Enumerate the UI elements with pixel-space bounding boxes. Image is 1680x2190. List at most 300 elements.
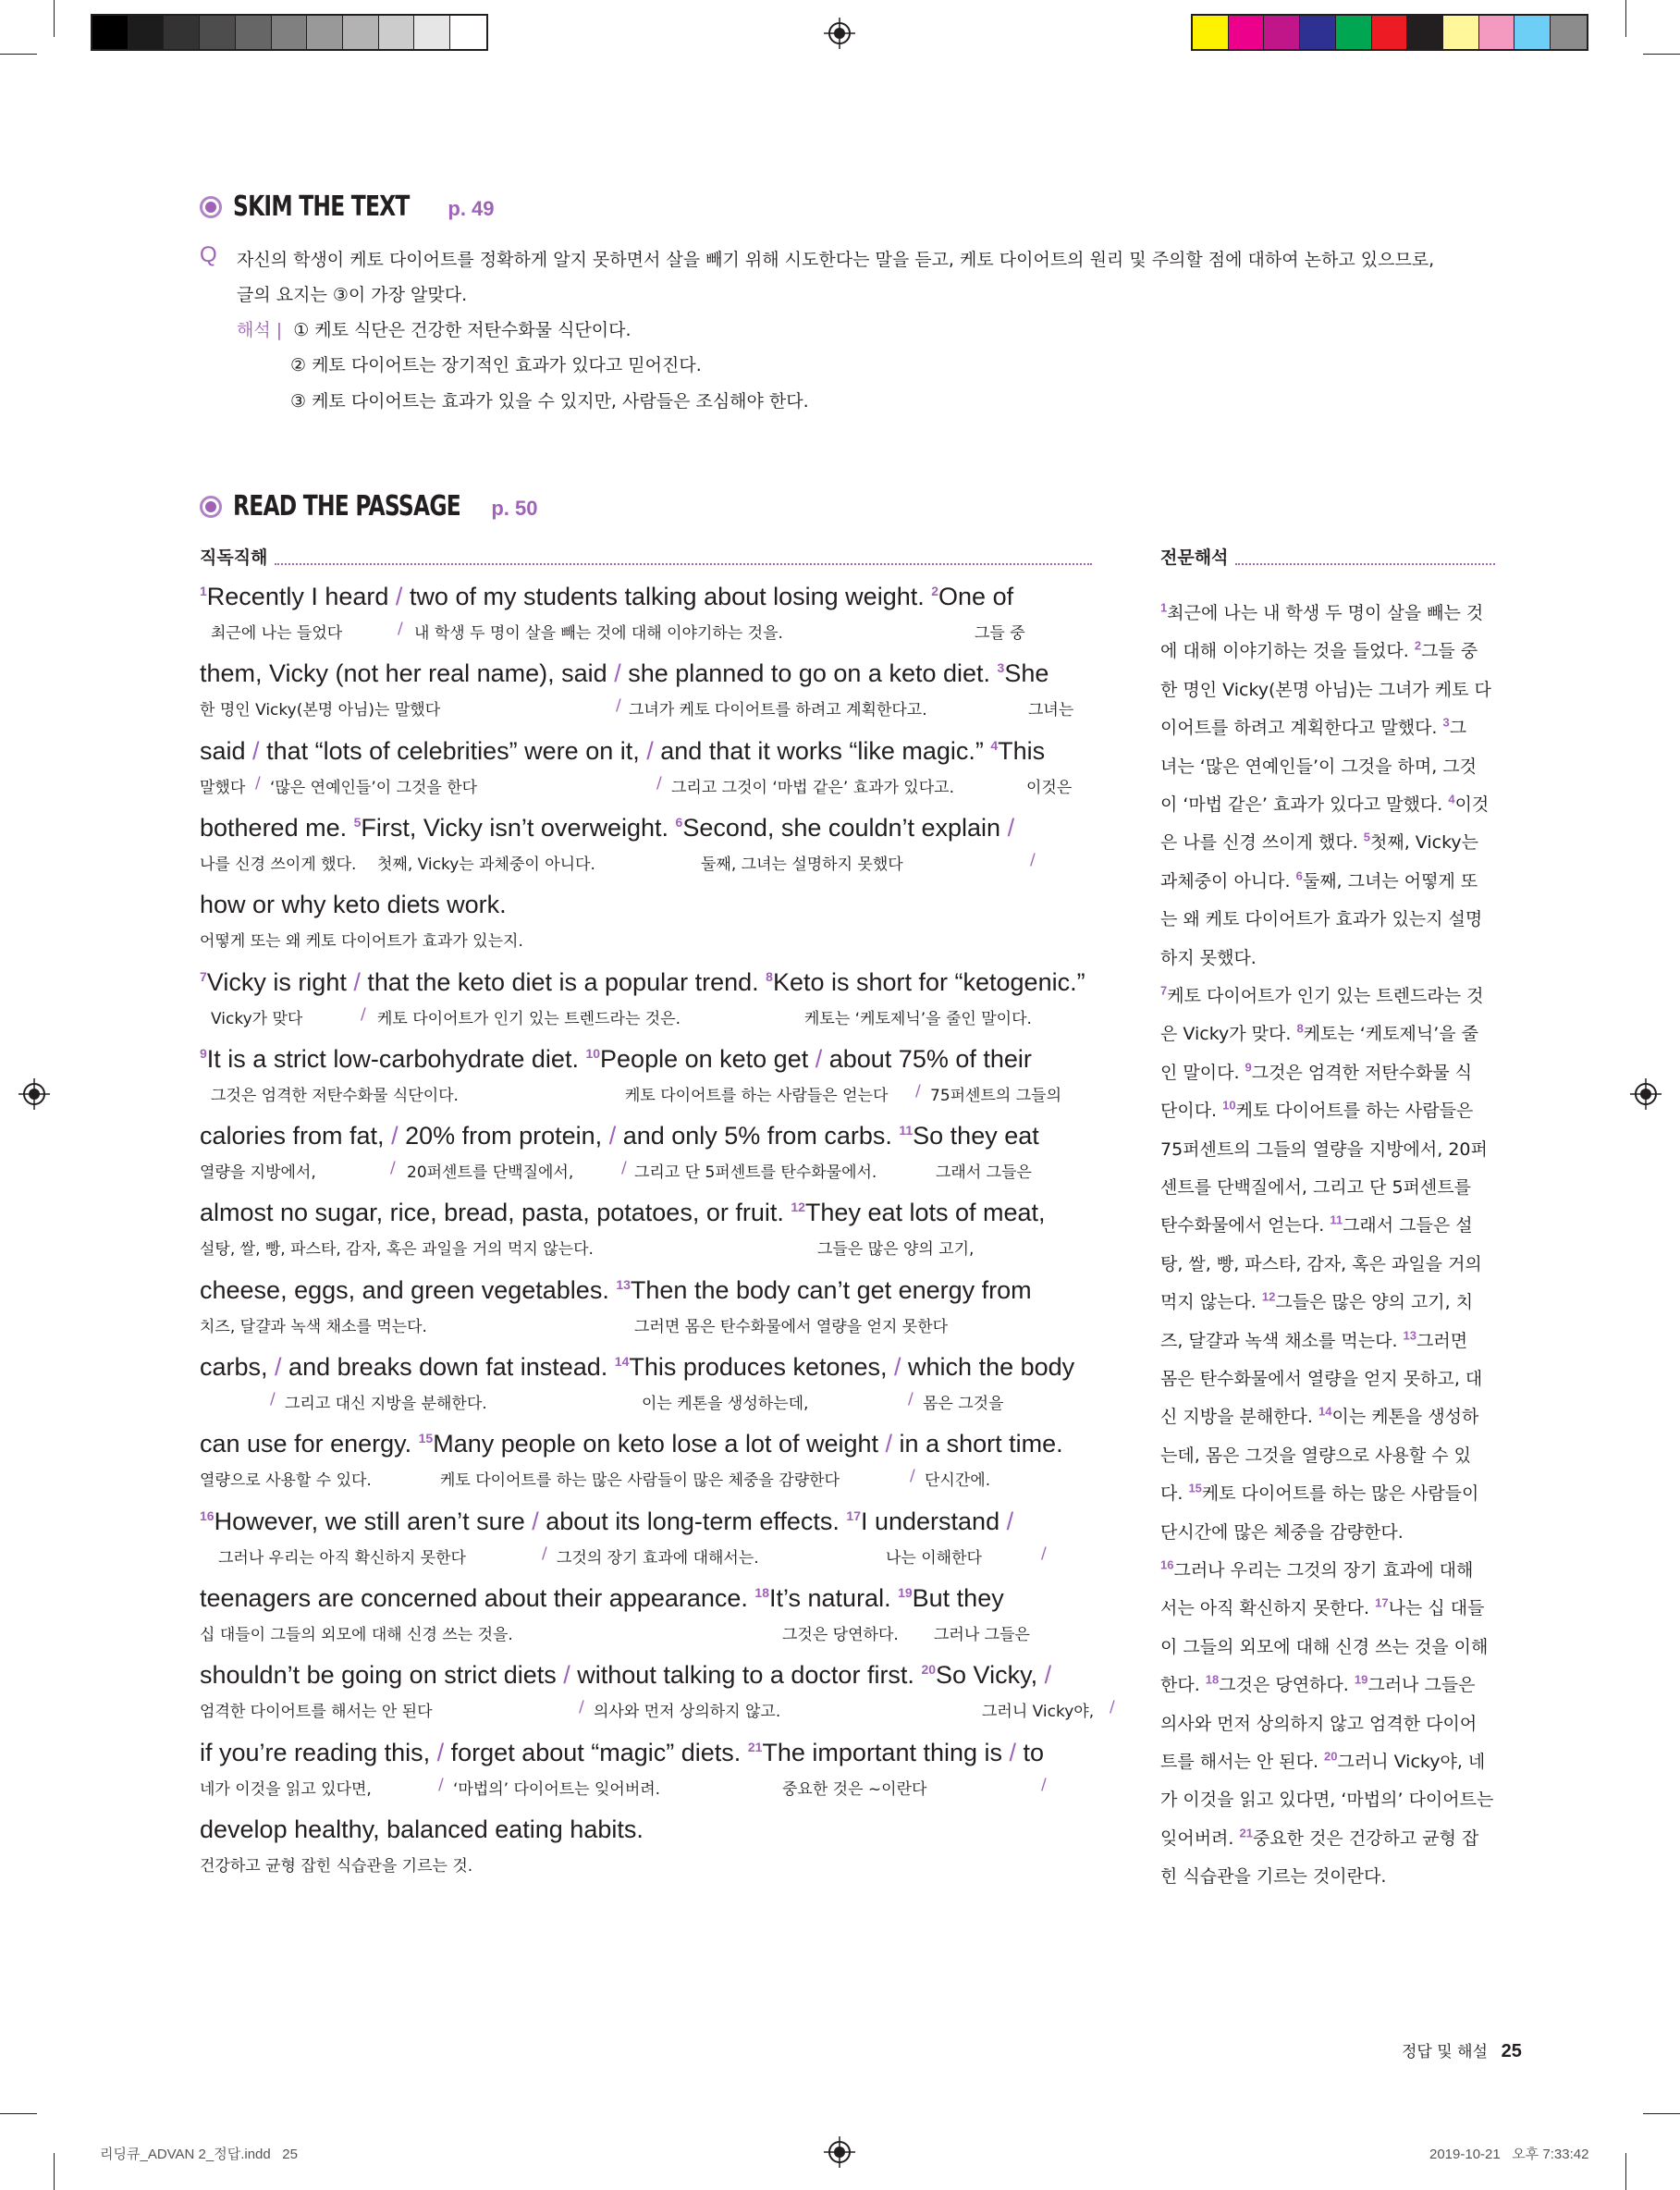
chunk-slash: /	[395, 583, 403, 610]
text-chunk: 과체중이 아니다.	[1160, 870, 1296, 892]
option-item: ① 케토 식단은 건강한 저탄수화물 식단이다.	[293, 320, 632, 340]
text-chunk: 케토는 ‘케토제닉’을 줄	[1303, 1024, 1479, 1045]
text-chunk: 가 이것을 읽고 있다면, ‘마법의’ 다이어트는	[1160, 1790, 1494, 1811]
english-line	[200, 659, 1048, 688]
korean-chunk: 케토 다이어트를 하는 사람들은 얻는다	[625, 1086, 889, 1105]
korean-chunk: /	[255, 773, 261, 793]
translation-line	[1160, 1288, 1473, 1313]
text-chunk: First, Vicky isn’t overweight.	[361, 813, 676, 842]
korean-chunk: 그리고 대신 지방을 분해한다.	[285, 1395, 487, 1413]
english-line	[200, 891, 507, 919]
option-list	[237, 316, 632, 341]
english-line	[200, 814, 1014, 843]
sentence-number: 9	[1245, 1060, 1252, 1075]
text-chunk: if you’re reading this,	[200, 1738, 437, 1766]
text-chunk: shouldn’t be going on strict diets	[200, 1661, 564, 1690]
sentence-number: 9	[200, 1045, 207, 1061]
korean-chunk: 그녀는	[1028, 701, 1074, 720]
color-swatch	[1336, 16, 1372, 49]
sentence-number: 3	[1442, 715, 1450, 730]
english-line	[200, 1199, 1046, 1227]
korean-chunk: /	[390, 1159, 396, 1178]
korean-chunk: 십 대들이 그들의 외모에 대해 신경 쓰는 것을.	[200, 1625, 513, 1644]
text-chunk: However, we still aren’t sure	[214, 1507, 533, 1535]
translation-line	[1160, 1786, 1493, 1811]
text-chunk: 그것은 당연하다.	[1219, 1675, 1355, 1696]
text-chunk: 은 나를 신경 쓰이게 했다.	[1160, 832, 1364, 854]
text-chunk: and that it works “like magic.”	[653, 736, 991, 765]
text-chunk: 그러나 우리는 그것의 장기 효과에 대해	[1173, 1560, 1474, 1581]
korean-chunk: 네가 이것을 읽고 있다면,	[200, 1779, 372, 1799]
sentence-number: 12	[791, 1200, 805, 1215]
column-heading-text: 직독직해	[200, 548, 268, 568]
korean-chunk: /	[361, 1004, 366, 1024]
english-line	[200, 968, 1085, 997]
text-chunk: 첫째, Vicky는	[1370, 832, 1479, 854]
text-chunk: 은 Vicky가 맞다.	[1160, 1024, 1297, 1045]
text-chunk: said	[200, 736, 253, 765]
text-chunk: Second, she couldn’t explain	[682, 813, 1008, 842]
korean-chunk: /	[1041, 1775, 1047, 1794]
korean-chunk: 나를 신경 쓰이게 했다.	[200, 855, 357, 874]
answer-explanation: 자신의 학생이 케토 다이어트를 정확하게 알지 못하면서 살을 빼기 위해 시도한다는 말을 듣고, 케토 다이어트의 원리 및 주의할 점에 대하여 논하고 있으므로,	[237, 250, 1435, 270]
text-chunk: 75퍼센트의 그들의 열량을 지방에서, 20퍼	[1160, 1138, 1488, 1160]
korean-chunk: /	[616, 696, 621, 716]
text-chunk: 즈, 달걀과 녹색 채소를 먹는다.	[1160, 1330, 1404, 1351]
registration-mark-icon	[1630, 1078, 1662, 1110]
korean-chunk: 단시간에.	[925, 1471, 991, 1491]
crop-mark	[0, 2113, 37, 2114]
sentence-number: 5	[353, 814, 362, 830]
text-chunk: 서는 아직 확신하지 못한다.	[1160, 1598, 1376, 1619]
translation-line	[1160, 1825, 1478, 1850]
text-chunk: which the body	[901, 1353, 1075, 1381]
korean-chunk: 그리고 그것이 ‘마법 같은’ 효과가 있다고.	[671, 778, 954, 797]
korean-chunk: 그들은 많은 양의 고기,	[817, 1240, 975, 1260]
sentence-number: 3	[997, 660, 1005, 676]
korean-chunk: 설탕, 쌀, 빵, 파스타, 감자, 혹은 과일을 거의 먹지 않는다.	[200, 1240, 594, 1260]
text-chunk: 그	[1449, 718, 1467, 739]
text-chunk: One of	[938, 583, 1014, 610]
text-chunk: 한 명인 Vicky(본명 아님)는 그녀가 케토 다	[1160, 679, 1491, 700]
text-chunk: Keto is short for “ketogenic.”	[772, 967, 1085, 996]
color-swatch	[1551, 16, 1587, 49]
chunk-slash: /	[436, 1738, 445, 1766]
translation-line	[1160, 714, 1466, 739]
sentence-number: 10	[585, 1045, 601, 1061]
text-chunk: 는 왜 케토 다이어트가 효과가 있는지 설명	[1160, 909, 1483, 930]
chunk-slash: /	[252, 736, 260, 765]
chunk-slash: /	[885, 1430, 893, 1458]
english-line	[200, 583, 1013, 611]
color-swatch	[200, 16, 236, 49]
text-chunk: 그들 중	[1421, 641, 1478, 662]
translation-line	[1160, 867, 1478, 892]
color-swatch	[1372, 16, 1408, 49]
text-chunk: 트를 해서는 안 된다.	[1160, 1752, 1325, 1772]
translation-line	[1160, 1059, 1472, 1084]
text-chunk: She	[1004, 659, 1049, 688]
translation-line	[1160, 637, 1478, 662]
korean-chunk: 케토 다이어트를 하는 많은 사람들이 많은 체중을 감량한다	[440, 1471, 840, 1491]
korean-chunk: 치즈, 달걀과 녹색 채소를 먹는다.	[200, 1317, 427, 1336]
text-chunk: two of my students talking about losing weight.	[402, 583, 932, 610]
crop-mark	[1643, 54, 1680, 55]
text-chunk: They eat lots of meat,	[804, 1199, 1046, 1227]
text-chunk: I understand	[860, 1507, 1007, 1535]
text-chunk: how or why keto diets work.	[200, 891, 507, 919]
sentence-number: 8	[766, 968, 773, 984]
text-chunk: 탕, 쌀, 빵, 파스타, 감자, 혹은 과일을 거의	[1160, 1253, 1482, 1274]
column-heading-literal	[200, 544, 1092, 569]
color-swatch	[1300, 16, 1336, 49]
text-chunk: 케토 다이어트를 하는 많은 사람들이	[1201, 1483, 1479, 1505]
sentence-number: 12	[1261, 1289, 1276, 1304]
translation-line	[1160, 791, 1489, 816]
sentence-number: 21	[1239, 1826, 1253, 1840]
sentence-number: 6	[675, 814, 683, 830]
sentence-number: 11	[1330, 1213, 1343, 1228]
text-chunk: 케토 다이어트가 인기 있는 트렌드라는 것	[1167, 986, 1484, 1006]
korean-chunk: 말했다	[200, 778, 246, 797]
translation-line	[1160, 1327, 1467, 1352]
text-chunk: bothered me.	[200, 813, 354, 842]
page-label: 정답 및 해설	[1402, 2043, 1488, 2061]
korean-chunk: 그러나 그들은	[934, 1625, 1030, 1644]
sentence-number: 17	[846, 1507, 861, 1523]
color-swatch	[1229, 16, 1265, 49]
text-chunk: It’s natural.	[769, 1583, 899, 1612]
korean-chunk: /	[915, 1081, 921, 1101]
english-line	[200, 1276, 1032, 1305]
korean-chunk: Vicky가 맞다	[211, 1009, 303, 1028]
translation-line	[1160, 1633, 1488, 1658]
sentence-number: 15	[1188, 1481, 1202, 1495]
text-chunk: develop healthy, balanced eating habits.	[200, 1815, 644, 1843]
text-chunk: Then the body can’t get energy from	[630, 1275, 1032, 1304]
sentence-number: 11	[899, 1123, 914, 1138]
sentence-number: 5	[1363, 830, 1371, 845]
translation-line	[1160, 1442, 1471, 1467]
color-swatch	[379, 16, 415, 49]
crop-mark	[0, 54, 37, 55]
text-chunk: 최근에 나는 내 학생 두 명이 살을 빼는 것	[1167, 603, 1484, 623]
text-chunk: 둘째, 그녀는 어떻게 또	[1302, 870, 1478, 892]
chunk-slash: /	[353, 967, 361, 996]
text-chunk: 신 지방을 분해한다.	[1160, 1407, 1318, 1428]
text-chunk: 중요한 것은 건강하고 균형 잡	[1252, 1827, 1479, 1849]
sentence-number: 17	[1375, 1596, 1389, 1611]
text-chunk: 나는 십 대들	[1388, 1598, 1485, 1619]
translation-line	[1160, 1594, 1484, 1619]
sentence-number: 16	[1160, 1557, 1174, 1572]
translation-line	[1160, 1710, 1477, 1735]
text-chunk: calories from fat,	[200, 1122, 392, 1150]
color-swatch	[1443, 16, 1479, 49]
english-line	[200, 737, 1045, 766]
korean-chunk: /	[656, 773, 662, 793]
chunk-slash: /	[1007, 813, 1015, 842]
korean-chunk: 그러니 Vicky야,	[982, 1703, 1095, 1722]
english-line	[200, 1430, 1063, 1458]
print-timestamp: 2019-10-21 오후 7:33:42	[1429, 2147, 1589, 2162]
korean-chunk: 그러나 우리는 아직 확신하지 못한다	[218, 1548, 466, 1568]
korean-chunk: 건강하고 균형 잡힌 식습관을 기르는 것.	[200, 1856, 473, 1876]
text-chunk: It is a strict low-carbohydrate diet.	[206, 1044, 586, 1073]
color-swatch	[307, 16, 343, 49]
text-chunk: can use for energy.	[200, 1430, 419, 1458]
korean-chunk: 엄격한 다이어트를 해서는 안 된다	[200, 1703, 433, 1722]
translation-line	[1160, 1519, 1404, 1544]
english-line	[200, 1507, 1013, 1536]
bullet-icon	[200, 496, 222, 518]
text-chunk: 센트를 단백질에서, 그리고 단 5퍼센트를	[1160, 1177, 1471, 1198]
sentence-number: 1	[200, 584, 207, 598]
text-chunk: and breaks down fat instead.	[281, 1353, 615, 1381]
translation-line	[1160, 753, 1477, 778]
text-chunk: 이 ‘마법 같은’ 효과가 있다고 말했다.	[1160, 794, 1449, 815]
korean-chunk: 어떻게 또는 왜 케토 다이어트가 효과가 있는지.	[200, 932, 523, 952]
read-section-header	[200, 490, 537, 523]
skim-section-header	[200, 191, 495, 223]
color-swatch	[92, 16, 129, 49]
translation-line	[1160, 944, 1257, 969]
text-chunk: that “lots of celebrities” were on it,	[259, 736, 647, 765]
text-chunk: This	[998, 736, 1046, 765]
text-chunk: 그러니 Vicky야, 네	[1337, 1752, 1486, 1772]
chunk-slash: /	[608, 1122, 617, 1150]
korean-chunk: /	[398, 620, 403, 638]
color-swatch	[1514, 16, 1551, 49]
option-item: ② 케토 다이어트는 장기적인 효과가 있다고 믿어진다.	[290, 355, 702, 375]
text-chunk: teenagers are concerned about their appearance.	[200, 1583, 755, 1612]
color-swatch	[343, 16, 379, 49]
translation-line	[1160, 1365, 1482, 1390]
sentence-number: 8	[1296, 1022, 1304, 1037]
text-chunk: 그러나 그들은	[1367, 1675, 1476, 1696]
text-chunk: This produces ketones,	[629, 1353, 895, 1381]
section-page-ref: p. 49	[448, 197, 495, 220]
color-swatch	[1193, 16, 1229, 49]
translation-line	[1160, 1863, 1386, 1888]
column-heading-text: 전문해석	[1160, 548, 1229, 568]
text-chunk: So they eat	[913, 1122, 1039, 1150]
korean-chunk: ‘많은 연예인들’이 그것을 한다	[270, 778, 478, 797]
text-chunk: carbs,	[200, 1353, 276, 1381]
text-chunk: 인 말이다.	[1160, 1062, 1245, 1083]
text-chunk: 이어트를 하려고 계획한다고 말했다.	[1160, 718, 1443, 739]
korean-chunk: 20퍼센트를 단백질에서,	[407, 1163, 574, 1183]
korean-chunk: 나는 이해한다	[886, 1548, 982, 1568]
text-chunk: 그래서 그들은 설	[1343, 1215, 1473, 1236]
text-chunk: that the keto diet is a popular trend.	[360, 967, 766, 996]
korean-chunk: 첫째, Vicky는 과체중이 아니다.	[377, 855, 595, 874]
translation-line	[1160, 1480, 1478, 1505]
korean-chunk: /	[579, 1698, 584, 1717]
crop-mark	[1625, 2153, 1626, 2190]
option-item: ③ 케토 다이어트는 효과가 있을 수 있지만, 사람들은 조심해야 한다.	[290, 391, 809, 412]
sentence-number: 4	[990, 737, 999, 753]
sentence-number: 2	[931, 584, 939, 598]
chunk-slash: /	[1009, 1738, 1017, 1766]
cmyk-color-bar	[1191, 14, 1588, 51]
text-chunk: without talking to a doctor first.	[570, 1661, 922, 1690]
korean-chunk: /	[1030, 850, 1036, 869]
korean-chunk: 케토 다이어트가 인기 있는 트렌드라는 것은.	[377, 1009, 681, 1028]
sentence-number: 20	[921, 1662, 937, 1678]
korean-chunk: /	[908, 1390, 914, 1409]
translation-line	[1160, 1556, 1473, 1581]
text-chunk: But they	[912, 1583, 1004, 1612]
korean-chunk: 그래서 그들은	[936, 1163, 1032, 1183]
text-chunk: 힌 식습관을 기르는 것이란다.	[1160, 1866, 1387, 1888]
color-swatch	[414, 16, 450, 49]
text-chunk: cheese, eggs, and green vegetables.	[200, 1275, 617, 1304]
registration-mark-icon	[824, 18, 855, 49]
page-footer	[1402, 2038, 1522, 2062]
english-line	[200, 1122, 1039, 1150]
translation-line	[1160, 1250, 1482, 1275]
crop-mark	[1625, 0, 1626, 37]
korean-chunk: 그들 중	[975, 624, 1025, 643]
dotted-rule	[275, 563, 1092, 565]
crop-mark	[54, 0, 55, 37]
column-heading-full	[1160, 544, 1495, 569]
english-line	[200, 1584, 1004, 1613]
korean-chunk: 의사와 먼저 상의하지 않고.	[594, 1703, 781, 1722]
registration-mark-icon	[824, 2136, 855, 2168]
sentence-number: 10	[1222, 1098, 1236, 1113]
text-chunk: 그것은 엄격한 저탄수화물 식	[1251, 1062, 1473, 1083]
korean-chunk: /	[910, 1467, 915, 1486]
text-chunk: 단시간에 많은 체중을 감량한다.	[1160, 1521, 1404, 1543]
korean-chunk: /	[1041, 1544, 1047, 1563]
text-chunk: Vicky is right	[206, 967, 354, 996]
text-chunk: 한다.	[1160, 1675, 1206, 1696]
color-swatch	[1407, 16, 1443, 49]
sentence-number: 19	[898, 1584, 913, 1600]
color-swatch	[272, 16, 308, 49]
korean-chunk: 중요한 것은 ~이란다	[782, 1779, 927, 1799]
text-chunk: 탄수화물에서 얻는다.	[1160, 1215, 1331, 1236]
answer-explanation: 글의 요지는 ③이 가장 알맞다.	[237, 285, 468, 305]
chunk-slash: /	[646, 736, 654, 765]
text-chunk: 먹지 않는다.	[1160, 1292, 1262, 1313]
korean-chunk: /	[270, 1390, 276, 1409]
text-chunk: almost no sugar, rice, bread, pasta, potatoes, or fruit.	[200, 1199, 791, 1227]
chunk-slash: /	[563, 1661, 570, 1690]
korean-chunk: 그녀가 케토 다이어트를 하려고 계획한다고.	[629, 701, 927, 720]
korean-chunk: 그것은 엄격한 저탄수화물 식단이다.	[211, 1086, 459, 1105]
sentence-number: 6	[1295, 868, 1303, 883]
translation-line	[1160, 1748, 1485, 1773]
chunk-slash: /	[532, 1507, 539, 1535]
chunk-slash: /	[1044, 1661, 1052, 1690]
chunk-slash: /	[815, 1044, 823, 1073]
korean-chunk: 내 학생 두 명이 살을 빼는 것에 대해 이야기하는 것을.	[414, 624, 783, 643]
color-swatch	[129, 16, 165, 49]
text-chunk: People on keto get	[600, 1044, 815, 1073]
text-chunk: Many people on keto lose a lot of weight	[433, 1430, 886, 1458]
translation-line	[1160, 1174, 1471, 1199]
file-name-slug: 리딩큐_ADVAN 2_정답.indd 25	[100, 2147, 298, 2162]
text-chunk: about 75% of their	[822, 1044, 1032, 1073]
text-chunk: 몸은 탄수화물에서 열량을 얻지 못하고, 대	[1160, 1369, 1483, 1389]
text-chunk: 20% from protein,	[398, 1122, 609, 1150]
korean-chunk: 한 명인 Vicky(본명 아님)는 말했다	[200, 701, 441, 720]
crop-mark	[54, 2153, 55, 2190]
sentence-number: 14	[1318, 1405, 1332, 1420]
text-chunk: she planned to go on a keto diet.	[620, 659, 998, 688]
text-chunk: in a short time.	[892, 1430, 1063, 1458]
sentence-number: 15	[418, 1431, 434, 1446]
translation-line	[1160, 1020, 1478, 1045]
registration-mark-icon	[18, 1078, 50, 1110]
section-title: SKIM THE TEXT	[233, 191, 410, 223]
korean-chunk: /	[1110, 1698, 1115, 1717]
chunk-slash: /	[275, 1353, 282, 1381]
question-label: Q	[200, 242, 217, 267]
english-line	[200, 1739, 1044, 1767]
chunk-slash: /	[1006, 1507, 1014, 1535]
korean-chunk: /	[542, 1544, 547, 1563]
korean-chunk: 최근에 나는 들었다	[211, 624, 343, 643]
text-chunk: about its long-term effects.	[538, 1507, 847, 1535]
text-chunk: 단이다.	[1160, 1101, 1223, 1122]
grayscale-color-bar	[91, 14, 488, 51]
translation-line	[1160, 829, 1478, 854]
korean-chunk: 그것의 장기 효과에 대해서는.	[557, 1548, 759, 1568]
translation-line	[1160, 1136, 1488, 1161]
korean-chunk: /	[621, 1159, 627, 1178]
english-line	[200, 1353, 1074, 1382]
korean-chunk: 그것은 당연하다.	[782, 1625, 899, 1644]
korean-chunk: 열량을 지방에서,	[200, 1163, 316, 1183]
sentence-number: 20	[1324, 1749, 1338, 1764]
text-chunk: 그들은 많은 양의 고기, 치	[1275, 1292, 1474, 1313]
color-swatch	[164, 16, 200, 49]
text-chunk: 는데, 몸은 그것을 열량으로 사용할 수 있	[1160, 1445, 1471, 1466]
text-chunk: 이것	[1454, 794, 1490, 815]
dotted-rule	[1235, 563, 1495, 565]
text-chunk: So Vicky,	[936, 1661, 1045, 1690]
sentence-number: 4	[1448, 792, 1455, 806]
korean-chunk: /	[438, 1775, 444, 1794]
translation-line	[1160, 676, 1491, 701]
text-chunk: 의사와 먼저 상의하지 않고 엄격한 다이어	[1160, 1713, 1478, 1734]
chunk-slash: /	[391, 1122, 399, 1150]
color-swatch	[236, 16, 272, 49]
text-chunk: to	[1016, 1738, 1045, 1766]
text-chunk: 케토 다이어트를 하는 사람들은	[1235, 1101, 1474, 1122]
text-chunk: 에 대해 이야기하는 것을 들었다.	[1160, 641, 1415, 662]
translation-line	[1160, 1671, 1476, 1696]
translation-line	[1160, 1097, 1473, 1122]
chunk-slash: /	[614, 659, 621, 688]
text-chunk: 다.	[1160, 1483, 1189, 1505]
korean-chunk: 75퍼센트의 그들의	[930, 1086, 1061, 1105]
korean-chunk: 이것은	[1026, 778, 1073, 797]
sentence-number: 7	[1160, 983, 1168, 998]
korean-chunk: ‘마법의’ 다이어트는 잊어버려.	[453, 1779, 661, 1799]
sentence-number: 2	[1414, 639, 1422, 654]
text-chunk: 이 그들의 외모에 대해 신경 쓰는 것을 이해	[1160, 1636, 1489, 1657]
text-chunk: and only 5% from carbs.	[616, 1122, 900, 1150]
english-line	[200, 1661, 1051, 1690]
sentence-number: 1	[1160, 600, 1168, 615]
korean-chunk: 둘째, 그녀는 설명하지 못했다	[701, 855, 903, 874]
text-chunk: them, Vicky (not her real name), said	[200, 659, 615, 688]
